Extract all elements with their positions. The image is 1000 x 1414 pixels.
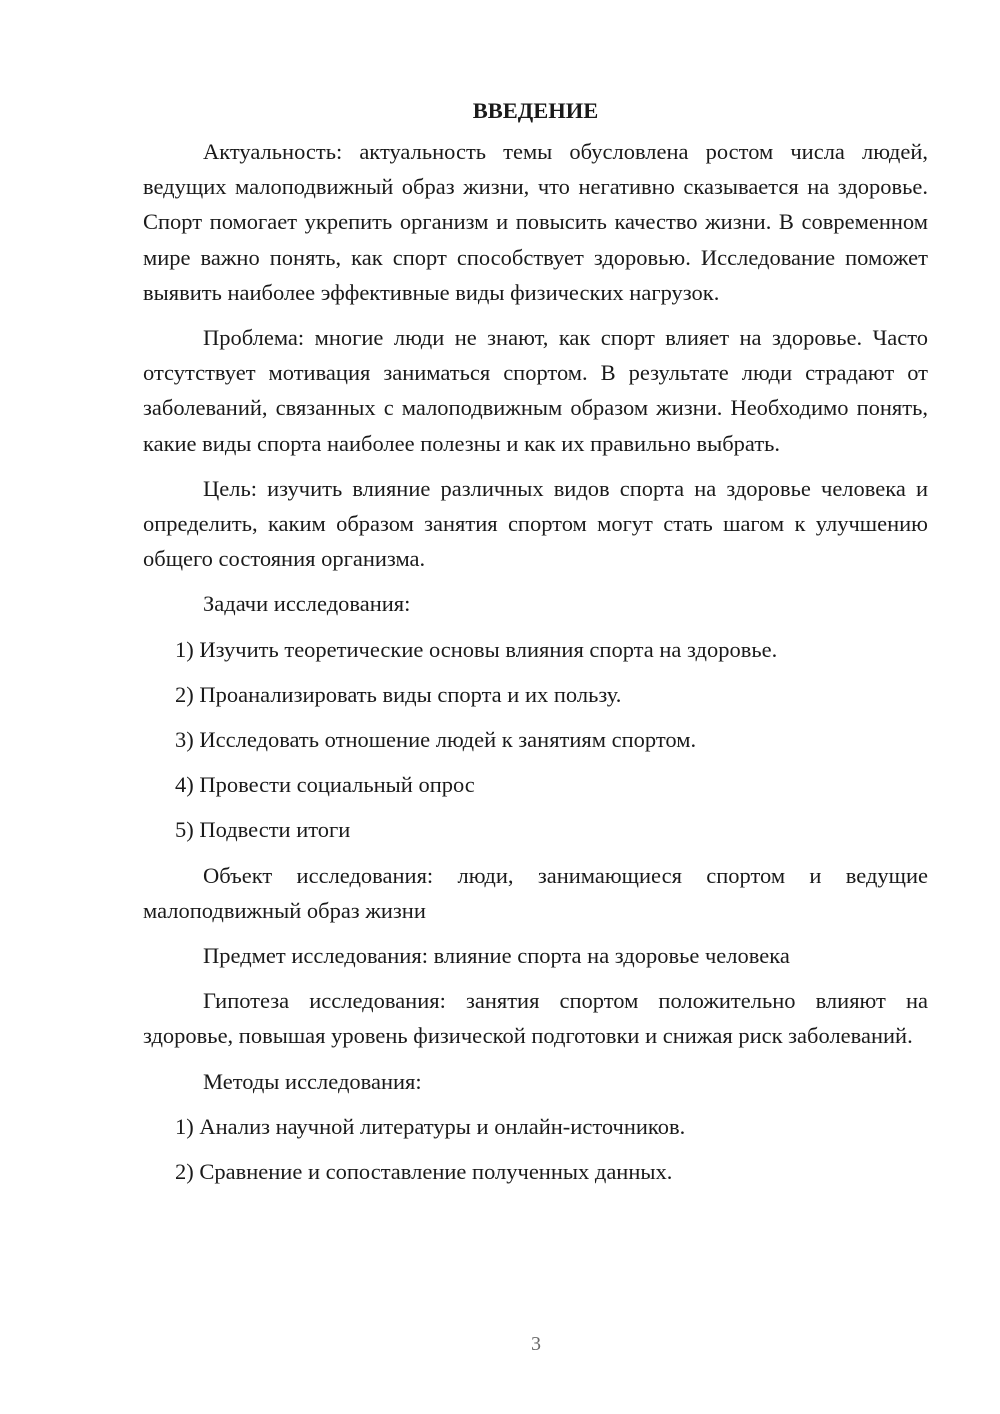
page-content	[143, 96, 928, 1189]
list-item: 2) Сравнение и сопоставление полученных данных.	[175, 1159, 673, 1185]
list-item: 3) Исследовать отношение людей к занятиям спортом.	[175, 727, 697, 753]
methods-list	[143, 1109, 928, 1189]
page-number: 3	[531, 1333, 541, 1355]
goal-paragraph: Цель: изучить влияние различных видов спорта на здоровье человека и определить, каким образом занятия спортом могут стать шагом к улучшению общего состояния организма.	[143, 475, 928, 572]
hypothesis-paragraph: Гипотеза исследования: занятия спортом положительно влияют на здоровье, повышая уровень физической подготовки и снижая риск заболеваний.	[143, 988, 928, 1049]
tasks-heading: Задачи исследования:	[203, 591, 411, 617]
list-item: 1) Изучить теоретические основы влияния спорта на здоровье.	[175, 636, 778, 662]
list-item: 2) Проанализировать виды спорта и их пользу.	[175, 681, 622, 707]
section-title: ВВЕДЕНИЕ	[472, 98, 599, 123]
tasks-list	[143, 632, 928, 848]
list-item: 1) Анализ научной литературы и онлайн-источников.	[175, 1113, 686, 1139]
subject-paragraph: Предмет исследования: влияние спорта на здоровье человека	[203, 943, 790, 969]
list-item: 5) Подвести итоги	[175, 817, 351, 843]
list-item: 4) Провести социальный опрос	[175, 772, 475, 798]
relevance-paragraph: Актуальность: актуальность темы обусловлена ростом числа людей, ведущих малоподвижный образ жизни, что негативно сказывается на здоровье. Спорт помогает укрепить организм и повысить качество жизни. В современном мире важно понять, как спорт способствует здоровью. Исследование поможет выявить наиболее эффективные виды физических нагрузок.	[143, 139, 928, 305]
problem-paragraph: Проблема: многие люди не знают, как спорт влияет на здоровье. Часто отсутствует мотивация заниматься спортом. В результате люди страдают от заболеваний, связанных с малоподвижным образом жизни. Необходимо понять, какие виды спорта наиболее полезны и как их правильно выбрать.	[143, 325, 928, 456]
methods-heading: Методы исследования:	[203, 1068, 422, 1094]
object-paragraph: Объект исследования: люди, занимающиеся спортом и ведущие малоподвижный образ жизни	[143, 862, 928, 923]
